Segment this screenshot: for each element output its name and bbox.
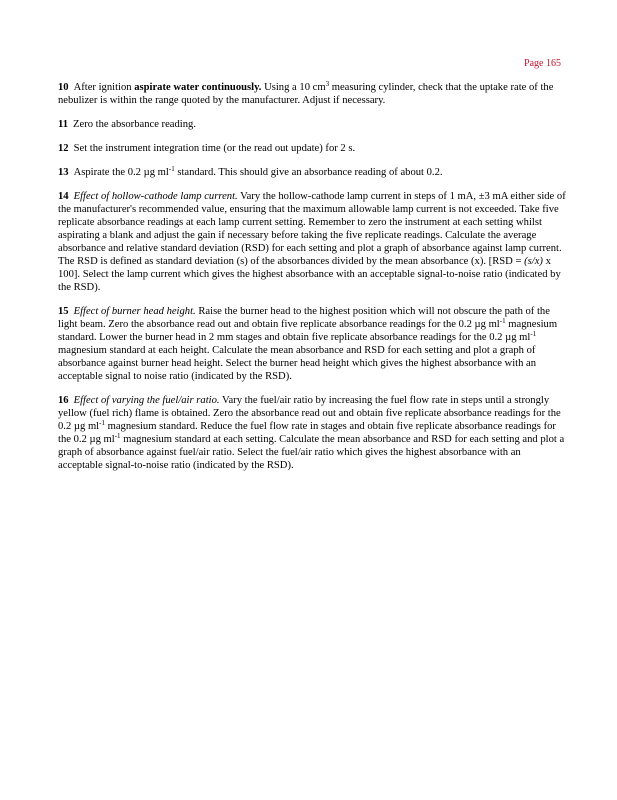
step-number: 16 [58,395,69,406]
step-15 [58,305,566,383]
step-emphasis: aspirate water continuously. [134,82,262,93]
step-title: Effect of burner head height. [73,306,196,317]
step-text: Raise the burner head to the highest position which will not obscure the path of the light beam. Zero the absorbance read out and obtain five replicate absorbance readings for the 0.2 µg ml [58,306,550,330]
step-text: Vary the fuel/air ratio by increasing the fuel flow rate in steps until a strongly yellow (fuel rich) flame is obtained. Zero the absorbance read out and obtain five replicate absorbance readings for the 0.2 µg ml [58,395,561,432]
step-title: Effect of varying the fuel/air ratio. [73,395,220,406]
step-text: Set the instrument integration time (or the read out update) for 2 s. [73,143,356,154]
step-text: magnesium standard at each height. Calculate the mean absorbance and RSD for each setting and plot a graph of absorbance against burner head height. Select the burner head height which gives the highest absorbance with an acceptable signal to noise ratio (indicated by the RSD). [58,345,537,382]
step-number: 12 [58,143,69,154]
document-body [58,81,566,483]
step-text: Using a 10 cm [261,82,326,93]
step-11 [58,118,566,131]
step-text: standard. This should give an absorbance reading of about 0.2. [174,167,443,178]
step-text: Zero the absorbance reading. [73,119,196,130]
step-text: After ignition [73,82,135,93]
step-14 [58,190,566,294]
step-13 [58,166,566,179]
step-title: Effect of hollow-cathode lamp current. [73,191,238,202]
step-text: measuring cylinder, check that the uptake rate of the nebulizer is within the range quoted by the manufacturer. Adjust if necessary. [58,82,554,106]
step-text: Aspirate the 0.2 µg ml [73,167,169,178]
step-number: 10 [58,82,69,93]
step-number: 13 [58,167,69,178]
superscript: -1 [499,317,506,325]
superscript: -1 [530,330,537,338]
superscript: -1 [99,419,105,427]
step-12 [58,142,566,155]
step-text: magnesium standard. Reduce the fuel flow rate in stages and obtain five replicate absorbance readings for the 0.2 µg ml [58,421,556,445]
page-number: Page 165 [524,58,561,69]
step-10 [58,81,566,107]
rsd-formula: (s/x) [524,256,543,267]
step-text: x 100]. Select the lamp current which gives the highest absorbance with an acceptable signal-to-noise ratio (indicated by the RSD). [58,256,561,293]
step-text: magnesium standard at each setting. Calculate the mean absorbance and RSD for each setting and plot a graph of absorbance against fuel/air ratio. Select the fuel/air ratio which gives the highest absorbance with an acceptable signal-to-noise ratio (indicated by the RSD). [58,434,565,471]
step-number: 15 [58,306,69,317]
step-16 [58,394,566,472]
superscript: 3 [325,80,330,88]
step-number: 11 [58,119,69,130]
step-text: Vary the hollow-cathode lamp current in steps of 1 mA, ±3 mA either side of the manufacturer's recommended value, ensuring that the maximum allowable lamp current is not exceeded. Take five replicate absorbance readings at each lamp current setting. Remember to zero the instrument at each setting whilst aspirating a blank and adjust the gain if necessary before taking the five replicate readings. Calculate the average absorbance and relative standard deviation (RSD) for each setting and plot a graph of absorbance against lamp current. The RSD is defined as standard deviation (s) of the absorbances divided by the mean absorbance (x). [RSD = [58,191,566,267]
step-number: 14 [58,191,69,202]
superscript: -1 [114,432,121,440]
superscript: -1 [168,165,175,173]
step-text: magnesium standard. Lower the burner head in 2 mm stages and obtain five replicate absorbance readings for the 0.2 µg ml [58,319,558,343]
